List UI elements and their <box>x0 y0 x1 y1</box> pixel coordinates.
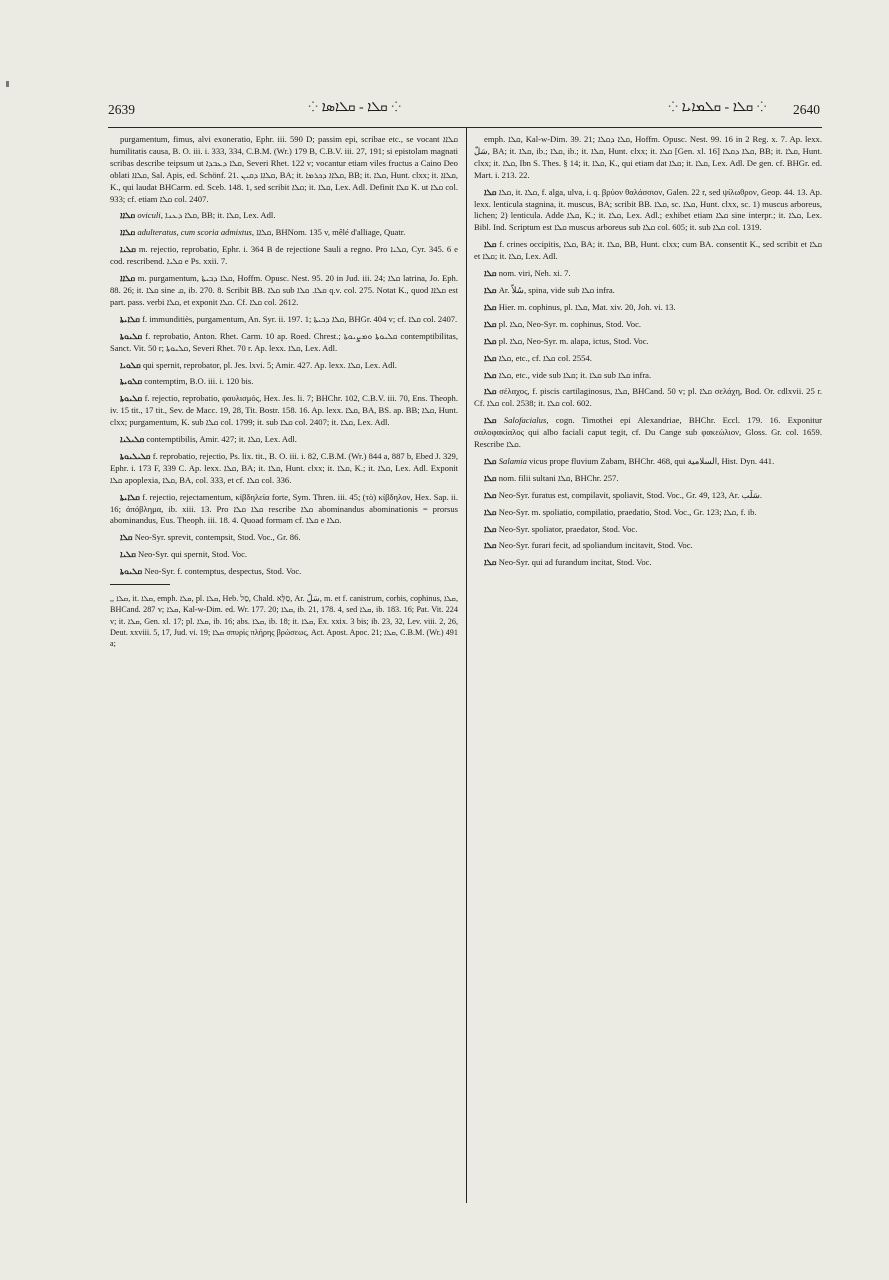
entry-lemma: ܩܠܐܐ <box>120 273 136 284</box>
dictionary-entry <box>110 227 458 239</box>
entry-lemma: ܩܠܐ <box>484 472 497 483</box>
dictionary-entry <box>474 473 822 485</box>
dictionary-entry <box>110 331 458 355</box>
entry-lemma: ܩܠܝܘܬܐ <box>120 330 143 341</box>
dictionary-entry <box>110 314 458 326</box>
entry-text: pl. ܩܠܐ, Neo-Syr. m. cophinus, Stod. Voc. <box>498 318 642 329</box>
dictionary-entry <box>474 490 822 502</box>
entry-text: f. reprobatio, rejectio, Ps. lix. tit., B. O. iii. i. 82, C.B.M. (Wr.) 844 a, 887 b, Ebed J. 329, Ephr. i. 173 F, 339 C. Ap. lexx. ܩܠܐ, BA; it. ܩܠܐ, Hunt. clxx; it. ܩܠܐ, K.; it. ܩܠܐ, Lex. Adl. Exponit ܩܠܐ apoplexia, ܩܠܐ, BA, col. 333, et cf. ܩܠܐ col. 336. <box>110 450 458 485</box>
entry-text: qui spernit, reprobator, pl. Jes. lxvi. 5; Amir. 427. Ap. lexx. ܩܠܐ, Lex. Adl. <box>142 359 397 370</box>
entry-text: m. purgamentum, ܩܠܐ ܕܒܝܬܐ, Hoffm. Opusc. Nest. 95. 20 in Jud. iii. 24; ܩܠܐ latrina, Jo. Eph. 88. 26; it. ܩܠܐ sine ܩ, ib. 270. 8. Scribit BB. ܩܠܐ sub ܩܠܐ. ܩܠܐ q.v. col. 275. Notat K., quod ܩܠܐܐ est part. pass. verbi ܩܠܐ, et exponit ܩܠܐ. Cf. ܩܠܐ col. 2612. <box>110 273 458 307</box>
entry-text: f. crines occipitis, ܩܠܐ, BA; it. ܩܠܐ, BB, Hunt. clxx; cum BA. consentit K., sed scribit et ܩܠܐ et ܩܠܐ; it. ܩܠܐ, Lex. Adl. <box>474 239 822 262</box>
page-number-right: 2640 <box>793 102 820 117</box>
dictionary-entry <box>110 492 458 528</box>
dictionary-entry <box>474 524 822 536</box>
entry-lemma: ܩܠܐܝܬܐ <box>120 313 140 324</box>
dictionary-entry <box>110 273 458 309</box>
entry-text: Neo-Syr. f. contemptus, despectus, Stod. Voc. <box>144 566 302 577</box>
dictionary-entry <box>110 393 458 429</box>
dictionary-entry <box>474 285 822 297</box>
entry-text: f. reprobatio, Anton. Rhet. Carm. 10 ap. Roed. Chrest.; ܩܠܝܘܬܐ ܘܡܨܝܘܬܐ contemptibilitas, Sanct. Vit. 50 r; ܩܠܝܘܬܐ, Severi Rhet. 70 r. Ap. lexx. ܩܠܐ, Lex. Adl. <box>110 330 458 353</box>
dictionary-entry <box>474 187 822 235</box>
entry-lemma: ܩܠܐ <box>484 506 497 517</box>
entry-lemma: ܩܠܐ <box>120 532 133 543</box>
entry-text: Neo-Syr. furatus est, compilavit, spoliavit, Stod. Voc., Gr. 49, 123, Ar. سَلَب. <box>498 489 763 500</box>
dictionary-entry <box>110 376 458 388</box>
footnote-rule <box>110 584 170 585</box>
page-header <box>108 98 820 122</box>
entry-lemma: ܩܠܝܠܝܐ <box>120 434 145 445</box>
dictionary-entry <box>474 353 822 365</box>
entry-lemma: ܩܠܐ <box>484 415 497 426</box>
dictionary-entry <box>110 451 458 487</box>
header-rule <box>108 127 822 128</box>
entry-lemma: ܩܠܐ <box>484 557 497 568</box>
entry-gloss: oviculi, <box>137 210 163 221</box>
dictionary-entry <box>474 456 822 468</box>
dictionary-entry <box>110 566 458 578</box>
dictionary-entry <box>474 540 822 552</box>
footnote: ,, ܩܠܐ, it. ܩܠܐ, emph. ܩܠܐ, pl. ܩܠܐ, Heb. סַל, Chald. סַלָּא, Ar. سَلّ, m. et f. canistrum, corbis, cophinus, ܩܠܐ, BHCand. 287 v; ܩܠܐ, Kal-w-Dim. ed. Wr. 177. 20; ܩܠܐ, ib. 21, 178. 4, sed ܩܠܐ, ib. 183. 16; Pat. Vit. 224 v; it. ܩܠܐ, Gen. xl. 17; pl. ܩܠܐ, ib. 16; abs. ܩܠܐ, ib. 18; it. ܩܠܐ, Ex. xxix. 3 bis; ib. 23, 32, Lev. viii. 2, 26, Deut. xxviii. 5, 17, Jud. vi. 19; ܩܠܐ σπυρὶς πλήρης βρώσεως, Act. Apost. Apoc. 21; ܩܠܐ, C.B.M. (Wr.) 491 a; <box>110 594 458 649</box>
entry-lemma: ܩܠܐܐ <box>120 210 136 221</box>
entry-lemma: ܩܠܝܐ <box>120 549 136 560</box>
right-column <box>474 134 822 1204</box>
dictionary-entry <box>110 360 458 372</box>
entry-text: contemptim, B.O. iii. i. 120 bis. <box>144 376 254 387</box>
entry-lemma: ܩܠܝܠܝܘܬܐ <box>120 450 151 461</box>
entry-text: ܩܠܐܐ, BHNom. 135 v, mêlé d'alliage, Quatr. <box>256 227 406 238</box>
entry-lemma: ܩܠܐ <box>484 386 497 397</box>
entry-text: ܩܠܐ, etc., vide sub ܩܠܐ; it. ܩܠܐ sub ܩܠܐ infra. <box>498 369 652 380</box>
column-divider <box>466 127 467 1203</box>
dictionary-entry <box>474 336 822 348</box>
entry-text: Neo-Syr. furari fecit, ad spoliandum incitavit, Stod. Voc. <box>498 540 693 551</box>
entry-lemma: ܩܠܐ <box>484 318 497 329</box>
dictionary-entry <box>474 370 822 382</box>
dictionary-entry <box>474 134 822 182</box>
entry-text: Neo-Syr. qui ad furandum incitat, Stod. Voc. <box>498 557 652 568</box>
entry-text: Neo-Syr. sprevit, contempsit, Stod. Voc., Gr. 86. <box>134 532 301 543</box>
entry-lemma: ܩܠܐ <box>484 239 497 250</box>
margin-mark <box>6 81 9 87</box>
entry-lemma: ܩܠܐ <box>484 268 497 279</box>
entry-text: Neo-Syr. spoliator, praedator, Stod. Voc. <box>498 523 638 534</box>
entry-text: Ar. سُلاّ, spina, vide sub ܩܠܐ infra. <box>498 284 615 295</box>
entry-text: ܩܠܐ, it. ܩܠܐ, f. alga, ulva, i. q. βρύον θαλάσσιον, Galen. 22 r, sed ψίλωθρον, Geop. 44. 13. Ap. lexx. lenticula stagnina, it. muscus, BA; scribit BB. ܩܠܐ, sc. ܩܠܐ, Hunt. clxx, sc. 1) muscus arboreus, lichen; 2) lenticula. Adde ܩܠܐ, K.; it. ܩܠܐ, Lex. Adl.; exhibet etiam ܩܠܐ sine interpr.; it. ܩܠܐ, Lex. Bibl. Ind. Scriptum est ܩܠܐ muscus arboreus sub ܩܠܐ col. 605; it. sub ܩܠܐ col. 1319. <box>474 186 822 233</box>
left-column <box>110 134 458 1204</box>
entry-lemma: ܩܠܐ <box>484 352 497 363</box>
entry-lemma: ܩܠܐ <box>484 489 497 500</box>
dictionary-entry <box>474 386 822 410</box>
entry-text: f. immunditiès, purgamentum, An. Syr. ii. 197. 1; ܩܠܐ ܕܒܝܬܐ, BHGr. 404 v; cf. ܩܠܐ col. 2407. <box>142 313 458 324</box>
entry-text: ܩܠܐ ܕܥܢܐ, BB; it. ܩܠܐ, Lex. Adl. <box>165 210 276 221</box>
entry-text: f. rejectio, rejectamentum, κίβδηλεία forte, Sym. Thren. iii. 45; (τὸ) κίβδηλον, Hex. Sap. ii. 16; ἀπόβλημα, ib. xiii. 13. Pro ܩܠܐ ܩܠܐ rescribe ܩܠܐ abominandus abominationis = prorsus abominandus, Eus. Theoph. iii. 18. 4. Quoad formam cf. ܩܠܐ e ܩܠܐ. <box>110 491 458 526</box>
dictionary-entry <box>474 557 822 569</box>
entry-lemma: ܩܠܝܘܬܐ <box>120 393 143 404</box>
entry-lemma: ܩܠܐ <box>484 540 497 551</box>
dictionary-entry <box>110 210 458 222</box>
entry-gloss: Salamia <box>498 455 527 466</box>
entry-lemma: ܩܠܐ <box>484 523 497 534</box>
entry-lemma: ܩܠܐ <box>484 186 497 197</box>
running-head-left: ⁘ ܩܠܐ - ܩܠܐܣܐ ⁘ <box>308 100 402 115</box>
entry-text: f. rejectio, reprobatio, φαυλισμός, Hex. Jes. li. 7; BHChr. 102, C.B.V. iii. 70, Ens. Theoph. iv. 15 tit., 17 tit., Sev. de Macc. 19, 28, Tit. Bostr. 158. 16. Ap. lexx. ܩܠܐ, BA, BS. ap. BB; ܩܠܐ, Hunt. clxx; purgamentum, K. sub ܩܠܐ col. 1799; it. sub ܩܠܐ col. 2407; it. ܩܠܐ, Lex. Adl. <box>110 393 458 428</box>
entry-lemma: ܩܠܐ <box>484 455 497 466</box>
entry-lemma: ܩܠܐ <box>484 301 497 312</box>
entry-text: Neo-Syr. qui spernit, Stod. Voc. <box>138 549 248 560</box>
entry-text: ܩܠܐ, etc., cf. ܩܠܐ col. 2554. <box>498 352 592 363</box>
entry-text: emph. ܩܠܐ, Kal-w-Dim. 39. 21; ܩܠܐ ܕܩܠܐ, Hoffm. Opusc. Nest. 99. 16 in 2 Reg. x. 7. Ap. lexx. سَلّ, BA; it. ܩܠܐ, ib.; ܩܠܐ, ib.; it. ܩܠܐ, Hunt. clxx; it. ܩܠܐ [Gen. xl. 16] ܩܠܐ ܕܩܠܐ, BB; it. ܩܠܐ, Hunt. clxx; it. ܩܠܐ, Ibn S. Thes. § 14; it. ܩܠܐ, K., qui etiam dat ܩܠܐ; it. ܩܠܐ, Lex. Adl. De gen. cf. BHGr. ed. Mart. i. 213. 22. <box>474 134 822 180</box>
entry-text: σέλαχος, f. piscis cartilaginosus, ܩܠܐ, BHCand. 50 v; pl. ܩܠܐ σελάχη, Bod. Or. cdlxvii. 25 r. Cf. ܩܠܐ col. 2538; it. ܩܠܐ col. 602. <box>474 386 822 409</box>
entry-text: purgamentum, fimus, alvi exoneratio, Ephr. iii. 590 D; passim epi, scribae etc., se vocant ܩܠܐܐ humilitatis causa, B. O. iii. i. 333, 334, C.B.M. (Wr.) 179 B, C.B.V. iii. 27, 191; si epistolam magnati scribas describe teipsum ut ܩܠܐ ܕܥܒܕܐ, Severi Rhet. 122 v; vocantur etiam viles fructus a Caino Deo oblati ܩܠܐܐ, Sal. Apis, ed. Schönf. 21. ܩܠܐܐ ܕܩܝܢ, BA; it. ܩܠܐܐ ܕܟܪܡܐ, BB; it. ܩܠܐ, Hunt. clxx; it. ܩܠܐܐ, K., qui laudat BHCarm. ed. Sceb. 148. 1, sed scribit ܩܠܐ; it. ܩܠܐ, Lex. Adl. Definit ܩܠܐ K. ut ܩܠܐ col. 933; cf. etiam ܩܠܐ col. 2407. <box>110 134 458 204</box>
entry-text: nom. filii sultani ܩܠܐ, BHChr. 257. <box>498 472 619 483</box>
entry-lemma: ܩܠܐ <box>484 369 497 380</box>
entry-text: pl. ܩܠܐ, Neo-Syr. m. alapa, ictus, Stod. Voc. <box>498 335 649 346</box>
page-number-left: 2639 <box>108 102 135 117</box>
dictionary-entry <box>110 134 458 205</box>
entry-text: contemptibilis, Amir. 427; it. ܩܠܐ, Lex. Adl. <box>146 434 297 445</box>
entry-text: nom. viri, Neh. xi. 7. <box>498 268 571 279</box>
dictionary-entry <box>110 244 458 268</box>
dictionary-entry <box>474 239 822 263</box>
entry-lemma: ܩܠܘܝܬܐ <box>120 376 143 387</box>
dictionary-entry <box>110 549 458 561</box>
entry-lemma: ܩܠܐܝܬܐ <box>120 491 140 502</box>
dictionary-entry <box>474 319 822 331</box>
entry-lemma: ܩܠܐ <box>484 284 497 295</box>
entry-lemma: ܩܠܐܐ <box>120 227 136 238</box>
dictionary-entry <box>110 434 458 446</box>
entry-lemma: ܩܠܝܘܬܐ <box>120 566 143 577</box>
running-head-right: ⁘ ܩܠܐ - ܩܠܡܐܝܐ ⁘ <box>668 100 767 115</box>
dictionary-entry <box>110 532 458 544</box>
entry-text: Neo-Syr. m. spoliatio, compilatio, praedatio, Stod. Voc., Gr. 123; ܩܠܐ, f. ib. <box>498 506 757 517</box>
entry-text: cogn. Timothei epi Alexandriae, BHChr. Eccl. 179. 16. Exponitur σαλοφακίαλος qui albo faciali caput tegit, cf. Du Cange sub φακεώλιον, Gloss. Gr. col. 1659. Rescribe ܩܠܐ. <box>474 415 822 450</box>
entry-gloss: adulteratus, cum scoria admixtus, <box>137 227 255 238</box>
dictionary-entry <box>474 507 822 519</box>
entry-text: vicus prope fluvium Zabam, BHChr. 468, qui السلامية, Hist. Dyn. 441. <box>529 455 775 466</box>
entry-lemma: ܩܠܐ <box>484 335 497 346</box>
entry-lemma: ܩܠܘܝܐ <box>120 359 141 370</box>
dictionary-entry <box>474 268 822 280</box>
dictionary-entry <box>474 302 822 314</box>
entry-lemma: ܩܠܝܐ <box>120 244 136 255</box>
entry-text: m. rejectio, reprobatio, Ephr. i. 364 B de rejectione Sauli a regno. Pro ܩܠܝܐ, Cyr. 345. 6 e cod. rescribend. ܩܠܝܐ e Ps. xxii. 7. <box>110 244 458 267</box>
dictionary-entry <box>474 415 822 451</box>
entry-text: Hier. m. cophinus, pl. ܩܠܐ, Mat. xiv. 20, Joh. vi. 13. <box>498 301 676 312</box>
entry-gloss: Salofacialus, <box>503 415 549 426</box>
